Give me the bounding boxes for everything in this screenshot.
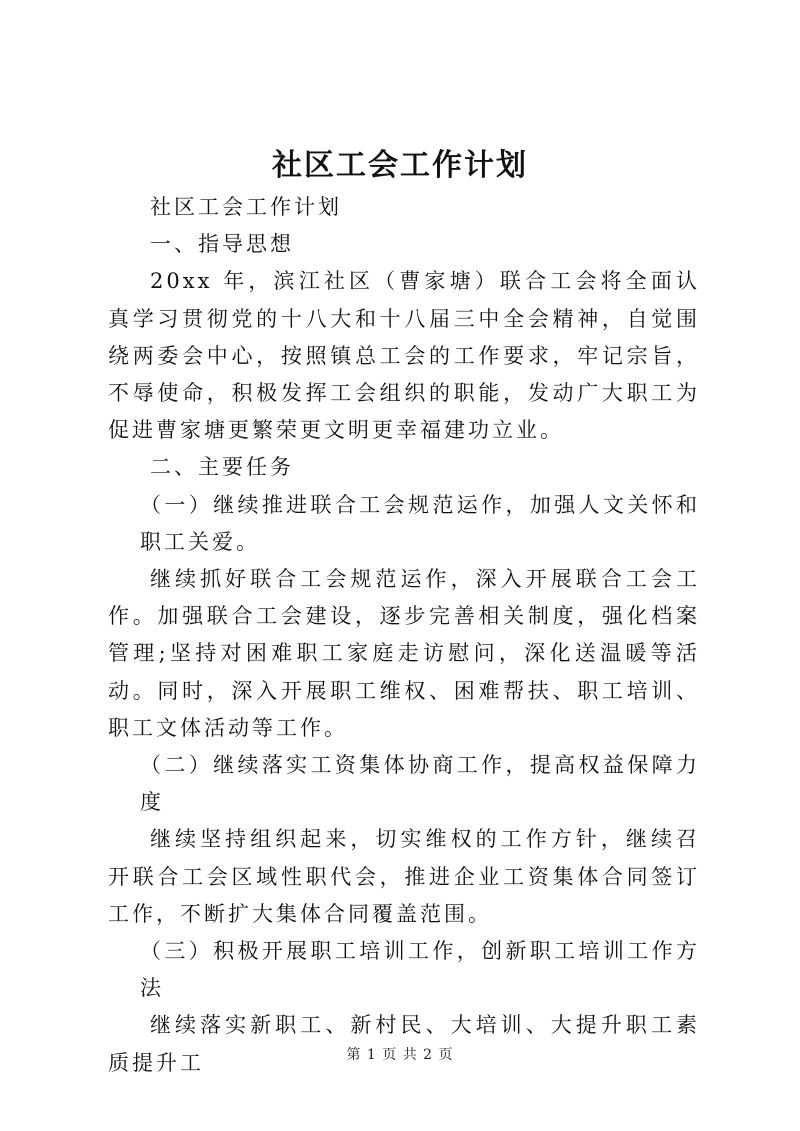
paragraph-subheading-3: （三）积极开展职工培训工作，创新职工培训工作方法 — [140, 939, 700, 1001]
paragraph-task-2: 继续坚持组织起来，切实维权的工作方针，继续召开联合工会区域性职代会，推进企业工资集体合同签订工作，不断扩大集体合同覆盖范围。 — [108, 827, 700, 926]
paragraph-task-1: 继续抓好联合工会规范运作，深入开展联合工会工作。加强联合工会建设，逐步完善相关制度，强化档案管理;坚持对困难职工家庭走访慰问，深化送温暖等活动。同时，深入开展职工维权、困难帮扶、职工培训、职工文体活动等工作。 — [108, 567, 700, 740]
paragraph-subheading-2: （二）继续落实工资集体协商工作，提高权益保障力度 — [140, 753, 700, 815]
paragraph-subtitle: 社区工会工作计划 — [150, 195, 342, 219]
document-body — [108, 189, 700, 1082]
page-footer: 第 1 页 共 2 页 — [346, 1047, 454, 1063]
page-title: 社区工会工作计划 — [272, 148, 528, 183]
paragraph-task-3: 继续落实新职工、新村民、大培训、大提升职工素质提升工 — [108, 1013, 700, 1075]
paragraph-heading-1: 一、指导思想 — [150, 232, 294, 257]
paragraph-subheading-1: （一）继续推进联合工会规范运作，加强人文关怀和职工关爱。 — [140, 492, 700, 554]
paragraph-guiding-thought: 20xx 年，滨江社区（曹家塘）联合工会将全面认真学习贯彻党的十八大和十八届三中全会精神，自觉围绕两委会中心，按照镇总工会的工作要求，牢记宗旨，不辱使命，积极发挥工会组织的职能，发动广大职工为促进曹家塘更繁荣更文明更幸福建功立业。 — [108, 269, 700, 443]
paragraph-heading-2: 二、主要任务 — [150, 455, 294, 480]
